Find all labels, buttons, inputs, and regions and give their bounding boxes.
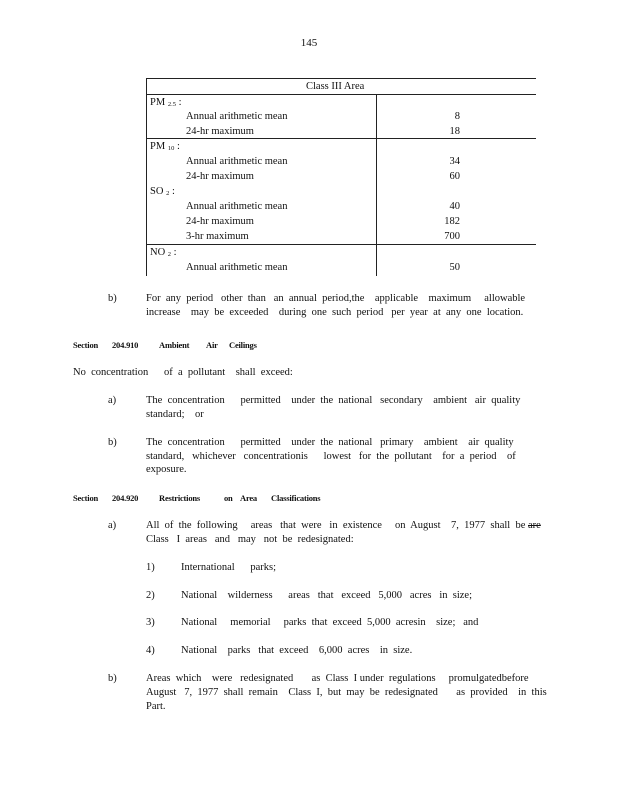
table-row-label: 24-hr maximum — [186, 171, 254, 182]
paragraph-line: The concentration permitted under the national secondary ambient air quality — [146, 395, 521, 406]
paragraph-line: August 7, 1977 shall remain Class I, but may be redesignated as provided in this — [146, 687, 547, 698]
ceilings-intro: No concentration of a pollutant shall exceed: — [73, 367, 293, 378]
section-number: 204.910 — [112, 340, 139, 350]
list-marker: b) — [108, 673, 117, 684]
table-row-label: Annual arithmetic mean — [186, 111, 288, 122]
section-number: 204.920 — [112, 493, 139, 503]
pollutant-label: PM $_{10}$ : — [150, 141, 180, 152]
list-number: 4) — [146, 645, 155, 656]
paragraph-line: The concentration permitted under the national primary ambient air quality — [146, 437, 514, 448]
paragraph-line: standard; or — [146, 409, 204, 420]
section-label: Section — [73, 340, 99, 350]
section-label: Section — [73, 493, 99, 503]
table-row-value: 50 — [449, 262, 460, 273]
list-item: National parks that exceed 6,000 acres in size. — [181, 645, 413, 656]
table-row-value: 34 — [449, 156, 460, 167]
section-title-word: Area — [240, 493, 257, 503]
table-row-label: Annual arithmetic mean — [186, 262, 288, 273]
section-title-word: Classifications — [271, 493, 321, 503]
list-number: 3) — [146, 617, 155, 628]
list-marker: a) — [108, 520, 117, 531]
struck-text: are — [528, 520, 541, 531]
table-left-border — [146, 78, 147, 276]
list-marker: b) — [108, 437, 117, 448]
table-header-rule — [146, 94, 536, 95]
pollutant-label: PM $_{2.5}$ : — [150, 97, 182, 108]
list-item: International parks; — [181, 562, 277, 573]
table-row-value: 182 — [444, 216, 460, 227]
section-title-word: on — [224, 493, 233, 503]
table-row-label: 3-hr maximum — [186, 231, 249, 242]
table-row-value: 18 — [449, 126, 460, 137]
paragraph-line: Part. — [146, 701, 166, 712]
paragraph-line: All of the following areas that were in existence on August 7, 1977 shall be are — [146, 520, 541, 531]
pollutant-label: NO $_2$ : — [150, 247, 177, 258]
list-marker: b) — [108, 293, 117, 304]
paragraph-line: exposure. — [146, 464, 187, 475]
paragraph-line: For any period other than an annual period,the applicable maximum allowable — [146, 293, 526, 304]
section-title-word: Ceilings — [229, 340, 257, 350]
list-number: 2) — [146, 590, 155, 601]
table-row-value: 60 — [449, 171, 460, 182]
table-header: Class III Area — [306, 81, 365, 92]
paragraph-line: increase may be exceeded during one such period per year at any one location. — [146, 307, 524, 318]
list-item: National wilderness areas that exceed 5,000 acres in size; — [181, 590, 472, 601]
table-row-label: 24-hr maximum — [186, 126, 254, 137]
table-group-rule — [146, 244, 536, 245]
paragraph-line: Class I areas and may not be redesignated: — [146, 534, 354, 545]
section-title-word: Air — [206, 340, 218, 350]
pollutant-label: SO $_2$ : — [150, 186, 175, 197]
section-title-word: Restrictions — [159, 493, 201, 503]
table-row-value: 40 — [449, 201, 460, 212]
paragraph-line: standard, whichever concentrationis lowest for the pollutant for a period of — [146, 451, 516, 462]
table-row-label: 24-hr maximum — [186, 216, 254, 227]
list-marker: a) — [108, 395, 117, 406]
table-row-value: 8 — [454, 111, 460, 122]
list-item: National memorial parks that exceed 5,000 acresin size; and — [181, 617, 479, 628]
section-title-word: Ambient — [159, 340, 190, 350]
table-column-divider — [376, 94, 377, 276]
table-row-label: Annual arithmetic mean — [186, 156, 288, 167]
page-number: 145 — [300, 37, 318, 49]
paragraph-line: Areas which were redesignated as Class I under regulations promulgatedbefore — [146, 673, 529, 684]
table-row-label: Annual arithmetic mean — [186, 201, 288, 212]
list-number: 1) — [146, 562, 155, 573]
table-group-rule — [146, 138, 536, 139]
table-row-value: 700 — [444, 231, 460, 242]
table-top-border — [146, 78, 536, 79]
